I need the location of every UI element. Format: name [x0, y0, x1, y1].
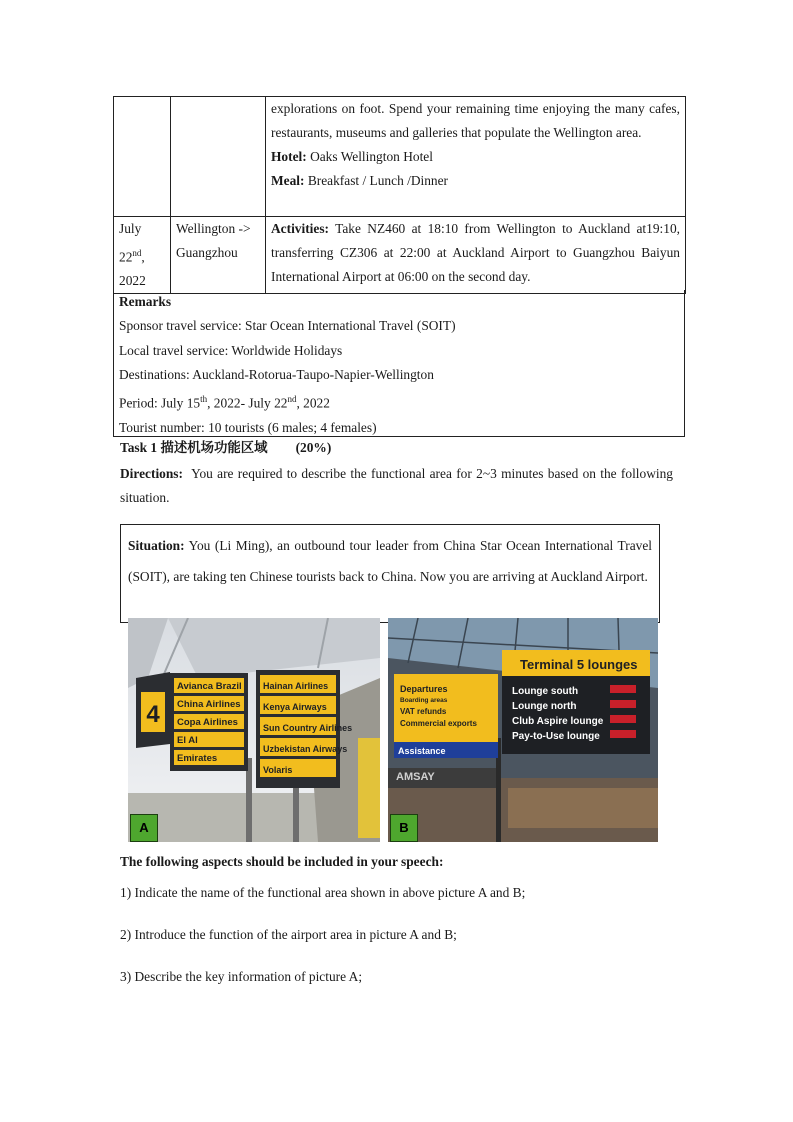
picture-b [388, 618, 658, 842]
gate-number: 4 [146, 701, 160, 728]
airline-left-label: China Airlines [177, 699, 241, 710]
remarks-tourists: Tourist number: 10 tourists (6 males; 4 females) [119, 419, 377, 435]
situation-box: Situation: You (Li Ming), an outbound tour leader from China Star Ocean International Travel (SOIT), are taking ten Chinese tourists back to China. Now you are arriving at Auckland Airport. [120, 524, 660, 623]
lounges-title: Terminal 5 lounges [520, 657, 638, 672]
airline-left-label: Avianca Brazil [177, 681, 242, 692]
airline-right-label: Hainan Airlines [263, 681, 329, 691]
remarks-box [113, 290, 685, 437]
left-airline-board [174, 678, 244, 765]
picture-b-scene [388, 618, 658, 842]
airline-left-label: Emirates [177, 753, 218, 764]
left-sign-label: Commercial exports [400, 719, 477, 728]
directions: Directions: You are required to describe the functional area for 2~3 minutes based on the following situation. [120, 466, 674, 505]
lounge-badge [610, 730, 636, 738]
lounge-label: Pay-to-Use lounge [512, 731, 600, 742]
lounge-label: Lounge south [512, 686, 579, 697]
shop-sign: AMSAY [396, 771, 435, 783]
lounge-badge [610, 715, 636, 723]
left-sign-label: Assistance [398, 746, 446, 756]
remarks-sponsor: Sponsor travel service: Star Ocean International Travel (SOIT) [119, 318, 456, 334]
activity-text: explorations on foot. Spend your remaining time enjoying the many cafes, restaurants, museums and galleries that populate the Wellington area. [271, 101, 680, 140]
hotel-line: Hotel: Oaks Wellington Hotel [271, 149, 433, 164]
meal-line: Meal: Breakfast / Lunch /Dinner [271, 173, 449, 188]
aspect-item-2: 2) Introduce the function of the airport area in picture A and B; [120, 927, 457, 942]
table-row [114, 97, 686, 217]
airline-right-label: Volaris [263, 765, 293, 775]
table-row [114, 217, 686, 294]
aspect-item-1: 1) Indicate the name of the functional area shown in above picture A and B; [120, 885, 526, 900]
picture-a-tag: A [130, 814, 158, 842]
lounge-label: Club Aspire lounge [512, 716, 604, 727]
left-sign-label: Boarding areas [400, 697, 448, 704]
airline-left-label: El Al [177, 735, 198, 746]
aspects-title: The following aspects should be included in your speech: [120, 854, 444, 869]
picture-b-tag: B [390, 814, 418, 842]
lounge-badge [610, 700, 636, 708]
remarks-title: Remarks [119, 294, 172, 309]
lounge-badge [610, 685, 636, 693]
picture-a [128, 618, 380, 842]
lounge-label: Lounge north [512, 701, 577, 712]
left-sign-label: VAT refunds [400, 707, 447, 716]
airline-right-label: Sun Country Airlines [263, 723, 353, 733]
left-sign-label: Departures [400, 684, 448, 694]
route-cell: Wellington -> Guangzhou [171, 217, 266, 294]
date-cell: July 22nd, 2022 [114, 217, 171, 294]
task-percent: (20%) [295, 440, 332, 455]
airline-right-label: Kenya Airways [263, 702, 327, 712]
remarks-period: Period: July 15th, 2022- July 22nd, 2022 [119, 394, 330, 411]
activities-cell: Activities: Take NZ460 at 18:10 from Wellington to Auckland at19:10, transferring CZ306 at 22:00 at Auckland Airport to Guangzhou Baiyun International Airport at 06:00 on the second day. [266, 217, 686, 294]
airline-right-label: Uzbekistan Airways [263, 744, 348, 754]
date-cell-empty [114, 97, 171, 217]
remarks-destinations: Destinations: Auckland-Rotorua-Taupo-Napier-Wellington [119, 366, 434, 382]
picture-a-scene [128, 618, 380, 842]
itinerary-table [113, 96, 686, 294]
activity-cell [266, 97, 686, 217]
aspect-item-3: 3) Describe the key information of picture A; [120, 969, 363, 984]
remarks-local: Local travel service: Worldwide Holidays [119, 342, 343, 358]
task-title: Task 1 描述机场功能区域 (20%) [120, 440, 332, 455]
airline-left-label: Copa Airlines [177, 717, 238, 728]
route-cell-empty [171, 97, 266, 217]
